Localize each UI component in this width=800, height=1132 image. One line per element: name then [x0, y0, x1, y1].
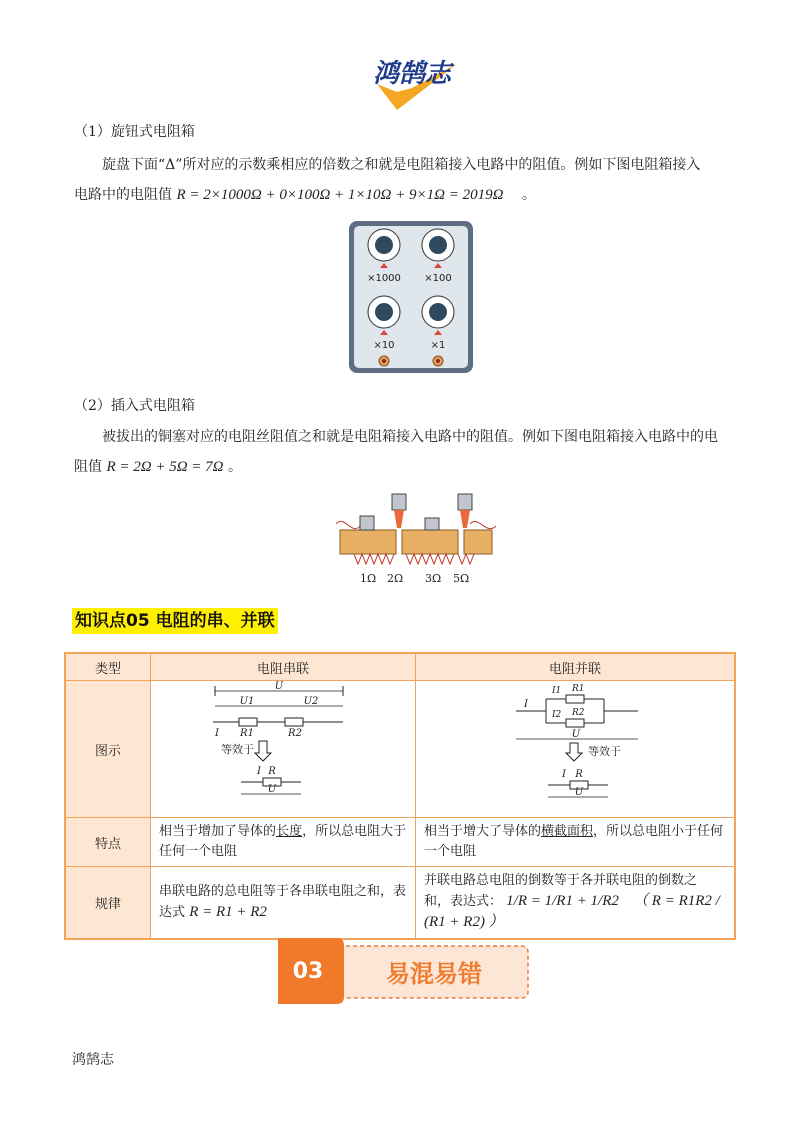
svg-text:I: I [257, 766, 261, 777]
svg-text:I: I [524, 699, 528, 710]
series-feature: 相当于增加了导体的长度，所以总电阻大于任何一个电阻 [151, 818, 416, 867]
plug-resistance-box-figure [330, 488, 502, 588]
logo-text: 鸿鹄志 [372, 59, 452, 89]
svg-text:R1: R1 [240, 728, 254, 739]
rotary-resistance-box-figure [347, 219, 475, 375]
row-feature-label: 特点 [65, 818, 151, 867]
section-03-banner [272, 936, 530, 1004]
dial-label-10: ×10 [373, 340, 395, 351]
svg-text:R: R [268, 766, 276, 777]
col-series: 电阻串联 [151, 653, 416, 681]
svg-text:U2: U2 [303, 696, 319, 707]
row-rule-label: 规律 [65, 867, 151, 939]
svg-text:I2: I2 [552, 710, 562, 720]
svg-text:I: I [215, 728, 219, 739]
svg-text:等效于: 等效于 [588, 745, 621, 758]
section2-formula: R = 2Ω + 5Ω = 7Ω [106, 459, 224, 475]
logo [352, 52, 472, 112]
section1-formula: R = 2×1000Ω + 0×100Ω + 1×10Ω + 9×1Ω = 2019Ω [176, 187, 504, 203]
section2-line1: 被拔出的铜塞对应的电阻丝阻值之和就是电阻箱接入电路中的阻值。例如下图电阻箱接入电路中的电 [102, 429, 718, 445]
plug-label-2: 2Ω [387, 572, 404, 585]
banner-label: 易混易错 [386, 960, 482, 988]
svg-text:I1: I1 [552, 686, 562, 696]
svg-text:R2: R2 [572, 708, 585, 718]
svg-text:I: I [562, 769, 566, 780]
parallel-formula-2: （ R = R1R2 / (R1 + R2) ） [424, 893, 720, 931]
section2-heading: （2）插入式电阻箱 [74, 398, 195, 414]
parallel-formula-1: 1/R = 1/R1 + 1/R2 [506, 893, 619, 910]
series-diagram [151, 681, 416, 818]
section2-line2: 阻值 R = 2Ω + 5Ω = 7Ω 。 [74, 459, 242, 475]
parallel-feature: 相当于增大了导体的横截面积，所以总电阻小于任何一个电阻 [416, 818, 736, 867]
dial-label-1000: ×1000 [367, 273, 401, 284]
series-parallel-table [64, 652, 736, 940]
section1-heading: （1）旋钮式电阻箱 [74, 124, 195, 140]
plug-label-5: 5Ω [453, 572, 470, 585]
series-rule: 串联电路的总电阻等于各串联电阻之和，表达式 R = R1 + R2 [151, 867, 416, 939]
svg-text:等效于: 等效于 [221, 743, 255, 756]
col-parallel: 电阻并联 [416, 653, 736, 681]
svg-text:U1: U1 [239, 696, 255, 707]
parallel-diagram [416, 681, 736, 818]
knowledge-point-title: 知识点05 电阻的串、并联 [72, 608, 278, 634]
svg-text:U: U [571, 729, 581, 740]
svg-text:U: U [574, 787, 584, 798]
section1-line1: 旋盘下面“Δ”所对应的示数乘相应的倍数之和就是电阻箱接入电路中的阻值。例如下图电阻箱接入 [102, 157, 701, 173]
parallel-rule: 并联电路总电阻的倒数等于各并联电阻的倒数之 和，表达式： 1/R = 1/R1 + 1/R2 （ R = R1R2 / (R1 + R2) ） [416, 867, 736, 939]
plug-label-3: 3Ω [425, 572, 442, 585]
svg-text:U: U [267, 784, 277, 795]
svg-text:R: R [575, 769, 583, 780]
svg-text:R1: R1 [572, 684, 585, 694]
series-formula: R = R1 + R2 [189, 903, 267, 920]
dial-label-1: ×1 [430, 340, 446, 351]
banner-number: 03 [292, 959, 324, 984]
dial-label-100: ×100 [424, 273, 452, 284]
svg-text:R2: R2 [288, 728, 302, 739]
footer-text: 鸿鹄志 [72, 1052, 114, 1068]
section1-line2: 电路中的电阻值 R = 2×1000Ω + 0×100Ω + 1×10Ω + 9×1Ω = 2019Ω 。 [74, 187, 536, 203]
svg-text:U: U [274, 681, 284, 692]
row-diagram-label: 图示 [65, 681, 151, 818]
plug-label-1: 1Ω [360, 572, 377, 585]
col-type: 类型 [65, 653, 151, 681]
